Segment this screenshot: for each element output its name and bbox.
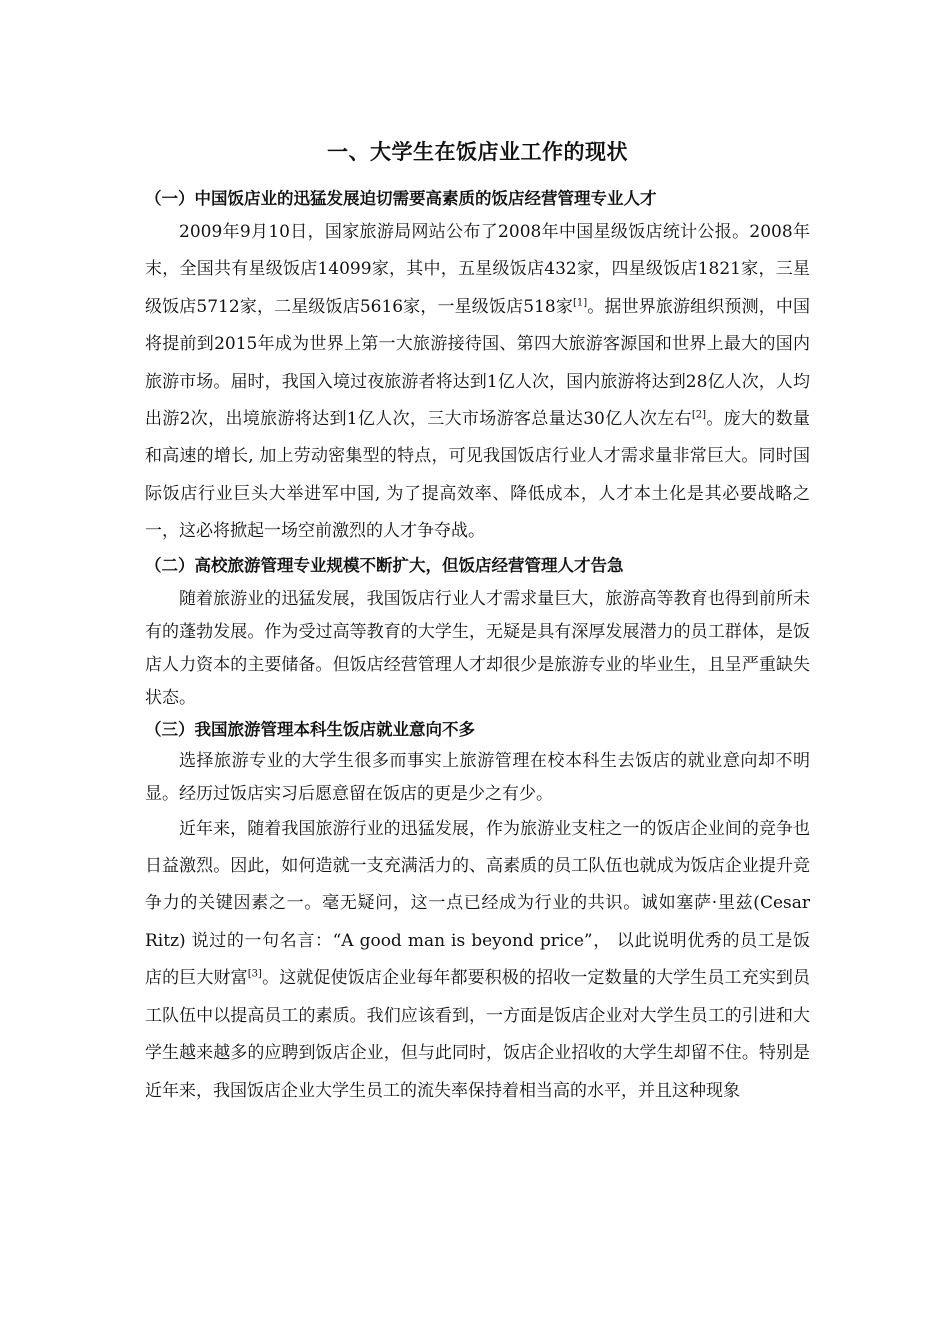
citation-ref-3: [3] bbox=[247, 968, 262, 980]
section-3-paragraph-2 bbox=[145, 811, 810, 1110]
document-page bbox=[145, 134, 810, 1110]
paragraph-text: 2009年9月10日，国家旅游局网站公布了2008年中国星级饭店统计公报。2008年末，全国共有星级饭店14099家，其中，五星级饭店432家，四星级饭店1821家，三星级饭店5712家，二星级饭店5616家，一星级饭店518家 bbox=[145, 222, 810, 317]
section-3-heading: （三）我国旅游管理本科生饭店就业意向不多 bbox=[145, 719, 475, 739]
paragraph-text: 近年来，随着我国旅游行业的迅猛发展，作为旅游业支柱之一的饭店企业间的竞争也日益激烈。因此，如何造就一支充满活力的、高素质的员工队伍也就成为饭店企业提升竞争力的关键因素之一。毫无疑问，这一点已经成为行业的共识。诚如塞萨·里兹(Cesar Ritz) 说过的一句名言：“A good man is beyond price”， 以此说明优秀的员工是饭店的巨大财富 bbox=[145, 818, 810, 989]
paragraph-text: 。据世界旅游组织预测，中国将提前到2015年成为世界上第一大旅游接待国、第四大旅游客源国和世界上最大的国内旅游市场。届时，我国入境过夜旅游者将达到1亿人次，国内旅游将达到28亿人次，人均出游2次，出境旅游将达到1亿人次，三大市场游客总量达30亿人次左右 bbox=[145, 296, 810, 430]
citation-ref-1: [1] bbox=[572, 297, 588, 309]
document-title: 一、大学生在饭店业工作的现状 bbox=[327, 140, 628, 164]
citation-ref-2: [2] bbox=[691, 409, 707, 421]
section-3-paragraph-1: 选择旅游专业的大学生很多而事实上旅游管理在校本科生去饭店的就业意向却不明显。经历过饭店实习后愿意留在饭店的更是少之有少。 bbox=[145, 750, 810, 804]
section-1-heading: （一）中国饭店业的迅猛发展迫切需要高素质的饭店经营管理专业人才 bbox=[145, 189, 657, 208]
section-1-paragraph bbox=[145, 214, 810, 551]
section-2-heading: （二）高校旅游管理专业规模不断扩大，但饭店经营管理人才告急 bbox=[145, 555, 624, 575]
section-2-paragraph: 随着旅游业的迅猛发展，我国饭店行业人才需求量巨大，旅游高等教育也得到前所未有的蓬勃发展。作为受过高等教育的大学生，无疑是具有深厚发展潜力的员工群体，是饭店人力资本的主要储备。但饭店经营管理人才却很少是旅游专业的毕业生，且呈严重缺失状态。 bbox=[145, 588, 810, 708]
paragraph-text: 。这就促使饭店企业每年都要积极的招收一定数量的大学生员工充实到员工队伍中以提高员工的素质。我们应该看到，一方面是饭店企业对大学生员工的引进和大学生越来越多的应聘到饭店企业，但与此同时，饭店企业招收的大学生却留不住。特别是近年来，我国饭店企业大学生员工的流失率保持着相当高的水平，并且这种现象 bbox=[145, 968, 811, 1101]
paragraph-text: 。庞大的数量和高速的增长, 加上劳动密集型的特点，可见我国饭店行业人才需求量非常巨大。同时国际饭店行业巨头大举进军中国, 为了提高效率、降低成本，人才本土化是其必要战略之一，这必将掀起一场空前激烈的人才争夺战。 bbox=[145, 409, 810, 542]
